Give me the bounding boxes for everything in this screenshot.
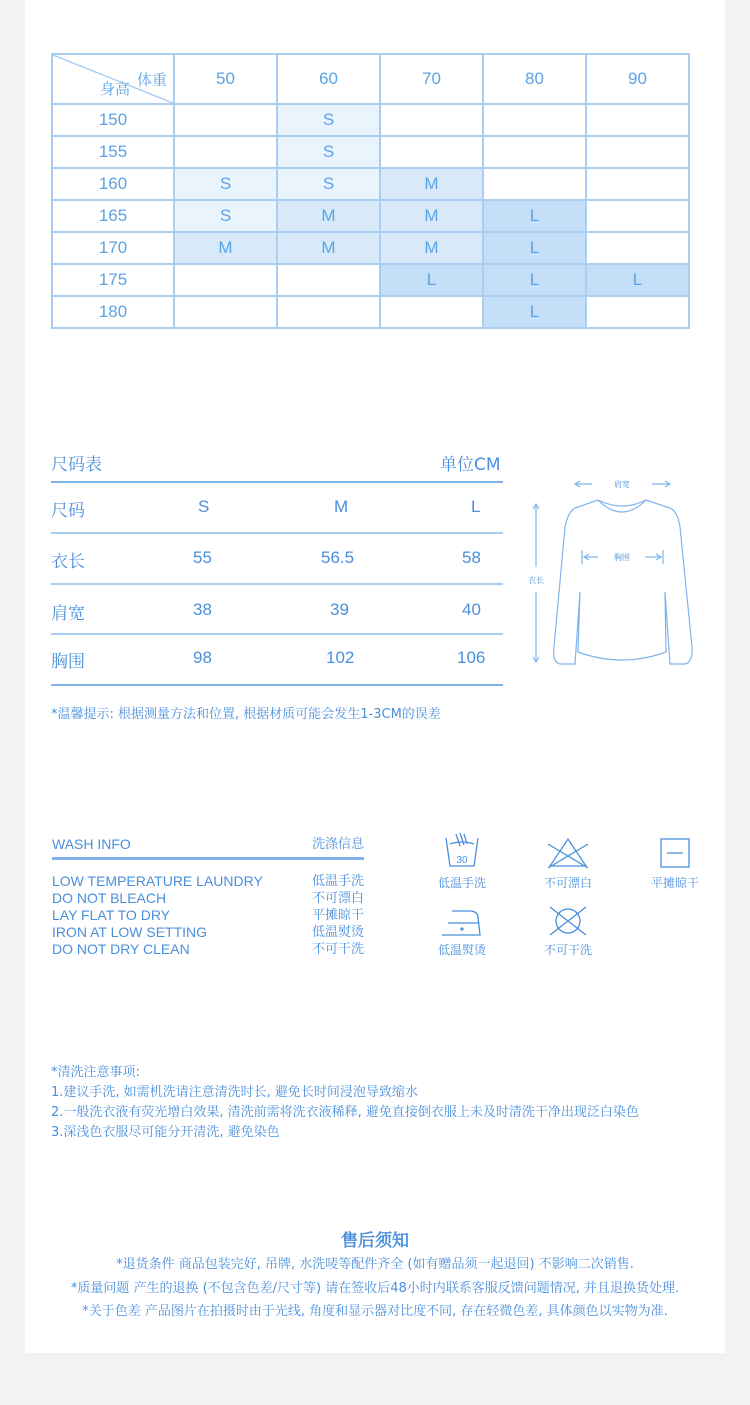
- divider: [51, 633, 503, 635]
- care-icon-label: 低温手洗: [437, 876, 486, 890]
- wash-list-en: [52, 873, 263, 958]
- measure-value: 55: [193, 548, 212, 567]
- size-header: L: [471, 497, 481, 516]
- measure-value: 106: [457, 648, 486, 667]
- care-icon-item: [528, 897, 608, 958]
- size-cell: [174, 136, 277, 168]
- table-header-row: [52, 54, 689, 104]
- size-chart-unit: 单位CM: [440, 455, 501, 475]
- size-cell: [586, 296, 689, 328]
- height-row-header: 160: [52, 168, 174, 200]
- after-sales-line: *退货条件 商品包装完好, 吊牌, 水洗唛等配件齐全 (如有赠品须一起退回) 不影响二次销售.: [116, 1257, 634, 1272]
- height-row-header: 165: [52, 200, 174, 232]
- care-icon-label: 平摊晾干: [650, 876, 699, 890]
- table-row: [52, 296, 689, 328]
- divider: [52, 857, 364, 860]
- care-icon-label: 低温熨烫: [437, 943, 486, 957]
- measure-value: 102: [326, 648, 355, 667]
- wash-item-en: DO NOT BLEACH: [52, 890, 167, 906]
- measure-value: 38: [193, 600, 212, 619]
- diagram-length-label: 衣长: [528, 576, 544, 585]
- size-cell: S: [277, 104, 380, 136]
- care-tip-line: 2.一般洗衣液有荧光增白效果, 清洗前需将洗衣液稀释, 避免直接倒衣服上未及时清洗干净出现泛白染色: [51, 1105, 639, 1120]
- tshirt-diagram: [520, 472, 705, 672]
- wash-item-cn: 低温熨烫: [311, 925, 364, 940]
- weight-col-header: 50: [174, 54, 277, 104]
- size-cell: [483, 104, 586, 136]
- size-cell: [586, 232, 689, 264]
- weight-col-header: 70: [380, 54, 483, 104]
- weight-col-header: 60: [277, 54, 380, 104]
- care-icon-item: [528, 830, 608, 891]
- wash-item-cn: 不可干洗: [311, 942, 364, 957]
- size-cell: L: [586, 264, 689, 296]
- size-cell: [174, 296, 277, 328]
- weight-col-header: 80: [483, 54, 586, 104]
- wash-item-en: IRON AT LOW SETTING: [52, 924, 208, 940]
- divider: [51, 583, 503, 585]
- wash-item-en: LOW TEMPERATURE LAUNDRY: [52, 873, 263, 889]
- divider: [51, 684, 503, 686]
- size-cell: [380, 104, 483, 136]
- size-cell: [586, 136, 689, 168]
- height-row-header: 175: [52, 264, 174, 296]
- no-bleach-icon: [528, 830, 608, 870]
- wash-title-en: WASH INFO: [52, 836, 131, 852]
- care-icon-label: 不可干洗: [543, 943, 592, 957]
- measure-value: 40: [462, 600, 481, 619]
- size-cell: S: [174, 168, 277, 200]
- height-row-header: 180: [52, 296, 174, 328]
- size-cell: L: [483, 264, 586, 296]
- care-icon-item: [422, 830, 502, 891]
- height-row-header: 150: [52, 104, 174, 136]
- size-chart-title: 尺码表: [51, 455, 102, 475]
- measure-label: 胸围: [51, 652, 85, 672]
- wash-item-cn: 平摊晾干: [311, 908, 364, 923]
- measure-value: 39: [330, 600, 349, 619]
- size-cell: [380, 296, 483, 328]
- no-dry-clean-icon: [528, 897, 608, 937]
- diagram-chest-label: 胸围: [614, 553, 630, 562]
- size-cell: M: [380, 168, 483, 200]
- wash-list-cn: [284, 873, 364, 958]
- care-tip-line: 3.深浅色衣服尽可能分开清洗, 避免染色: [51, 1125, 280, 1140]
- care-tips-title: *清洗注意事项:: [51, 1065, 140, 1080]
- size-cell: [586, 200, 689, 232]
- size-cell: [277, 264, 380, 296]
- size-cell: S: [277, 136, 380, 168]
- wash-item-en: DO NOT DRY CLEAN: [52, 941, 190, 957]
- size-cell: S: [174, 200, 277, 232]
- care-tip-line: 1.建议手洗, 如需机洗请注意清洗时长, 避免长时间浸泡导致缩水: [51, 1085, 418, 1100]
- after-sales-title: 售后须知: [341, 1231, 409, 1251]
- height-row-header: 155: [52, 136, 174, 168]
- care-icon-item: [422, 897, 502, 958]
- iron-low-icon: [422, 897, 502, 937]
- measure-value: 56.5: [321, 548, 355, 567]
- diagram-shoulder-label: 肩宽: [614, 480, 630, 489]
- height-header: 身高: [100, 81, 131, 98]
- size-header-label: 尺码: [51, 501, 85, 521]
- size-cell: L: [483, 296, 586, 328]
- divider: [51, 532, 503, 534]
- measure-label: 衣长: [51, 552, 85, 572]
- size-recommend-table: [51, 53, 690, 329]
- measure-label: 肩宽: [51, 604, 85, 624]
- size-header: S: [198, 497, 210, 516]
- size-cell: M: [277, 232, 380, 264]
- size-cell: [174, 104, 277, 136]
- size-cell: [483, 136, 586, 168]
- table-row: [52, 232, 689, 264]
- weight-col-header: 90: [586, 54, 689, 104]
- care-icon-item: [635, 830, 715, 891]
- table-row: [52, 136, 689, 168]
- size-cell: M: [174, 232, 277, 264]
- wash-item-cn: 低温手洗: [311, 874, 364, 889]
- after-sales-line: *关于色差 产品图片在拍摄时由于光线, 角度和显示器对比度不同, 存在轻微色差, 具体颜色以实物为准.: [82, 1304, 668, 1319]
- wash-item-cn: 不可漂白: [311, 891, 364, 906]
- height-row-header: 170: [52, 232, 174, 264]
- dry-flat-icon: [635, 830, 715, 870]
- size-cell: L: [380, 264, 483, 296]
- divider: [51, 481, 503, 483]
- size-cell: S: [277, 168, 380, 200]
- wash-title-cn: 洗涤信息: [311, 837, 364, 852]
- measure-value: 98: [193, 648, 212, 667]
- care-icon-label: 不可漂白: [543, 876, 592, 890]
- wash-temp: 30: [456, 855, 468, 866]
- size-cell: [483, 168, 586, 200]
- size-cell: [277, 296, 380, 328]
- table-corner-cell: [52, 54, 174, 104]
- size-cell: [586, 168, 689, 200]
- measure-note: *温馨提示: 根据测量方法和位置, 根据材质可能会发生1-3CM的误差: [51, 707, 441, 722]
- size-cell: M: [380, 232, 483, 264]
- weight-header: 体重: [136, 72, 167, 89]
- size-cell: L: [483, 200, 586, 232]
- size-cell: L: [483, 232, 586, 264]
- size-cell: M: [380, 200, 483, 232]
- size-cell: [586, 104, 689, 136]
- table-row: [52, 168, 689, 200]
- size-cell: [380, 136, 483, 168]
- table-row: [52, 264, 689, 296]
- size-cell: M: [277, 200, 380, 232]
- care-tips: [51, 1063, 639, 1143]
- size-cell: [174, 264, 277, 296]
- size-header: M: [334, 497, 349, 516]
- table-row: [52, 200, 689, 232]
- wash-item-en: LAY FLAT TO DRY: [52, 907, 171, 923]
- hand-wash-30-icon: [422, 830, 502, 870]
- measure-value: 58: [462, 548, 481, 567]
- after-sales-line: *质量问题 产生的退换 (不包含色差/尺寸等) 请在签收后48小时内联系客服反馈问题情况, 并且退换货处理.: [70, 1281, 680, 1296]
- table-row: [52, 104, 689, 136]
